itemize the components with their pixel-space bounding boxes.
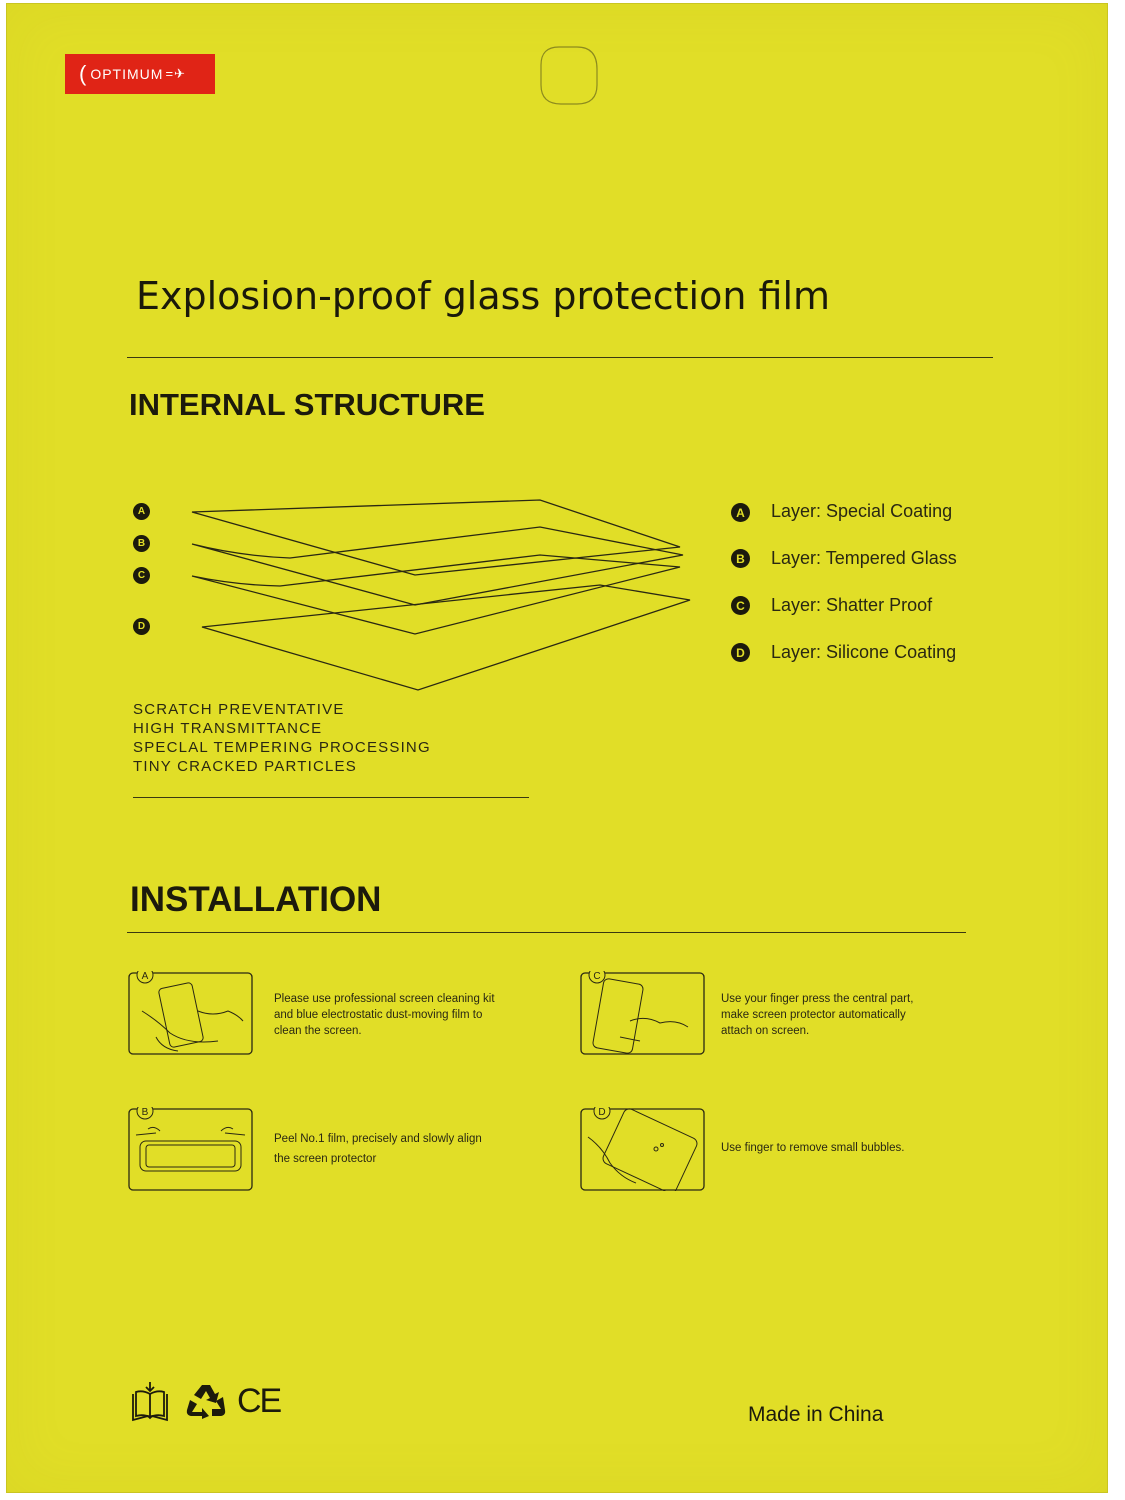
step-c-text: Use your finger press the central part, make screen protector automatically attach on screen. xyxy=(721,993,914,1037)
hang-hole xyxy=(537,43,601,108)
title-divider xyxy=(127,357,993,358)
internal-structure-heading: INTERNAL STRUCTURE xyxy=(129,387,485,422)
step-d-illustration xyxy=(580,1107,705,1191)
layer-b-label: Layer: Tempered Glass xyxy=(771,548,957,568)
layer-b-badge: B xyxy=(731,549,750,568)
ce-mark: CE xyxy=(237,1382,281,1420)
step-a-text: Please use professional screen cleaning kit and blue electrostatic dust-moving film to clean the screen. xyxy=(274,993,495,1037)
feature-item: TINY CRACKED PARTICLES xyxy=(133,758,357,775)
layer-a-label: Layer: Special Coating xyxy=(771,501,953,521)
feature-item: SCRATCH PREVENTATIVE xyxy=(133,701,345,718)
layers-diagram xyxy=(180,490,700,700)
made-in-label: Made in China xyxy=(748,1403,884,1426)
layer-d-label: Layer: Silicone Coating xyxy=(771,642,957,662)
installation-divider xyxy=(127,932,966,933)
book-icon xyxy=(130,1380,170,1422)
feature-item: SPECLAL TEMPERING PROCESSING xyxy=(133,739,431,756)
step-c-letter: C xyxy=(593,971,601,982)
step-a-illustration xyxy=(128,971,253,1055)
brand-logo-text: OPTIMUM xyxy=(90,66,164,82)
step-d-text: Use finger to remove small bubbles. xyxy=(721,1142,905,1154)
diagram-letter-c: C xyxy=(133,567,150,584)
diagram-letter-d: D xyxy=(133,618,150,635)
step-c-illustration xyxy=(580,971,705,1055)
product-title: Explosion-proof glass protection film xyxy=(136,274,831,318)
layer-a-badge: A xyxy=(731,503,750,522)
step-d-letter: D xyxy=(598,1107,606,1118)
layer-c-badge: C xyxy=(731,596,750,615)
step-b-letter: B xyxy=(141,1107,149,1118)
layer-c-label: Layer: Shatter Proof xyxy=(771,595,933,615)
installation-heading: INSTALLATION xyxy=(130,880,382,919)
step-b-text: Peel No.1 film, precisely and slowly align the screen protector xyxy=(274,1133,482,1165)
features-divider xyxy=(133,797,529,798)
layer-d-badge: D xyxy=(731,643,750,662)
diagram-letter-a: A xyxy=(133,503,150,520)
step-a-letter: A xyxy=(141,971,149,982)
recycle-icon xyxy=(185,1382,227,1420)
brand-logo: ( OPTIMUM =✈ xyxy=(65,54,215,94)
step-b-illustration xyxy=(128,1107,253,1191)
plane-icon: =✈ xyxy=(165,66,186,81)
diagram-letter-b: B xyxy=(133,535,150,552)
feature-item: HIGH TRANSMITTANCE xyxy=(133,720,323,737)
